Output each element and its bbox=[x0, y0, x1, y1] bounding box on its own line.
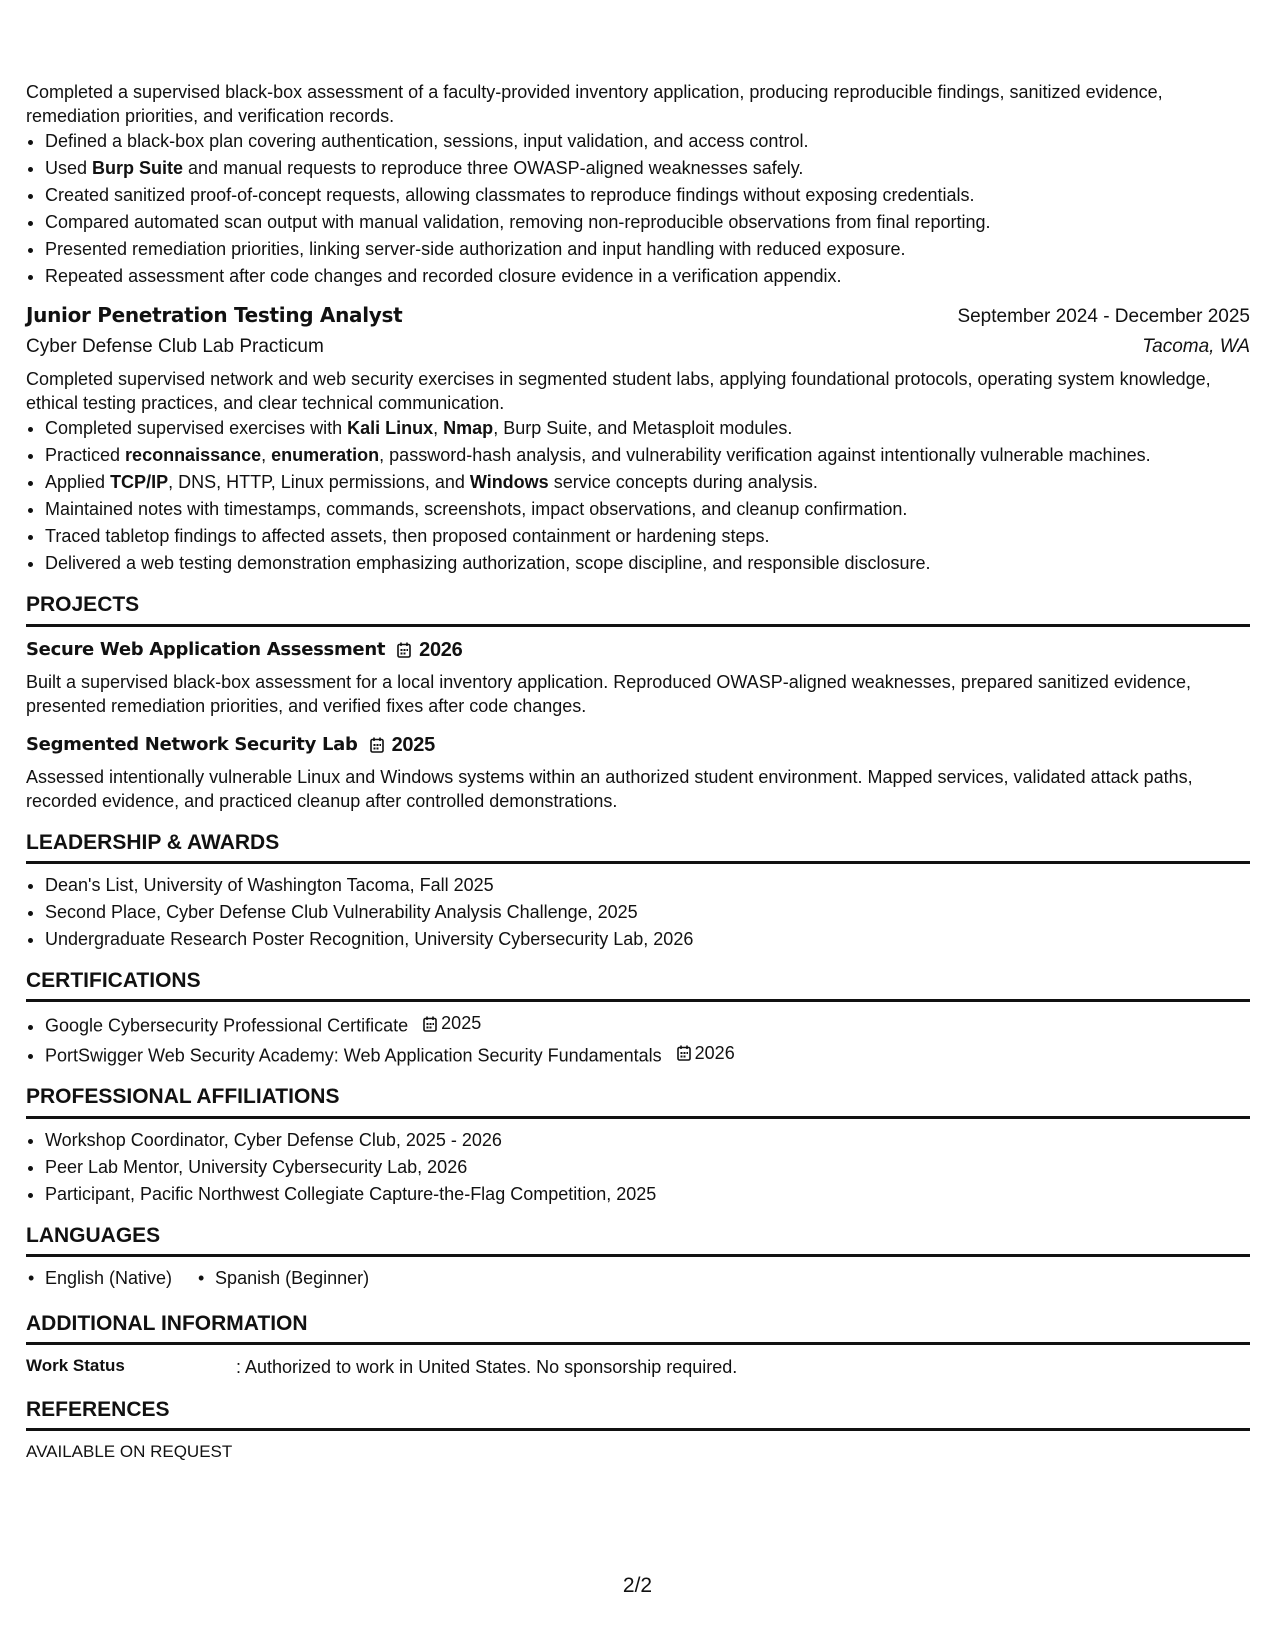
bold-text: reconnaissance bbox=[125, 445, 262, 466]
text: Used bbox=[45, 158, 93, 178]
bold-text: Burp Suite bbox=[92, 158, 184, 178]
project-2-year: 2025 bbox=[391, 733, 435, 756]
additional-heading: ADDITIONAL INFORMATION bbox=[26, 1310, 1250, 1345]
list-item: • Dean's List, University of Washington Tacoma, Fall 2025 bbox=[45, 874, 1250, 897]
languages-list bbox=[26, 1267, 1250, 1294]
bold-text: Kali Linux bbox=[347, 418, 434, 439]
text: Defined a black-box plan covering authentication, sessions, input validation, and access control. bbox=[45, 131, 809, 151]
text: Presented remediation priorities, linking server-side authorization and input handling with reduced exposure. bbox=[45, 239, 906, 259]
list-item bbox=[45, 211, 1250, 234]
text: and manual requests to reproduce three OWASP-aligned weaknesses safely. bbox=[183, 158, 804, 178]
text: Created sanitized proof-of-concept requests, allowing classmates to reproduce findings without exposing credentials. bbox=[45, 185, 975, 205]
job2-dates: September 2024 - December 2025 bbox=[957, 306, 1250, 327]
job2-header bbox=[26, 302, 1250, 330]
cert-name: Google Cybersecurity Professional Certificate bbox=[45, 1015, 409, 1036]
list-item bbox=[45, 471, 1250, 494]
list-item: • Peer Lab Mentor, University Cybersecurity Lab, 2026 bbox=[45, 1156, 1250, 1179]
affiliations-heading: PROFESSIONAL AFFILIATIONS bbox=[26, 1083, 1250, 1118]
references-text: AVAILABLE ON REQUEST bbox=[26, 1441, 233, 1461]
project-1 bbox=[26, 637, 1250, 718]
text: Practiced bbox=[45, 445, 126, 466]
text: Delivered a web testing demonstration emphasizing authorization, scope discipline, and responsible disclosure. bbox=[45, 553, 931, 574]
list-item: • Participant, Pacific Northwest Collegiate Capture-the-Flag Competition, 2025 bbox=[45, 1183, 1250, 1206]
calendar-icon bbox=[397, 642, 411, 658]
bold-text: Nmap bbox=[443, 418, 494, 439]
list-item bbox=[45, 1012, 1250, 1038]
leadership-heading: LEADERSHIP & AWARDS bbox=[26, 829, 1250, 864]
cert-name: PortSwigger Web Security Academy: Web Application Security Fundamentals bbox=[45, 1045, 662, 1066]
calendar-icon bbox=[677, 1045, 691, 1061]
list-item bbox=[45, 525, 1250, 548]
text: Applied bbox=[45, 472, 111, 493]
text: , password-hash analysis, and vulnerability verification against intentionally vulnerable machines. bbox=[379, 445, 1151, 466]
work-status-value: : Authorized to work in United States. No sponsorship required. bbox=[236, 1357, 738, 1378]
list-item bbox=[45, 157, 1250, 180]
job2-org: Cyber Defense Club Lab Practicum bbox=[26, 335, 324, 357]
list-item: • Workshop Coordinator, Cyber Defense Club, 2025 - 2026 bbox=[45, 1129, 1250, 1152]
projects-heading: PROJECTS bbox=[26, 591, 1250, 626]
list-item bbox=[45, 444, 1250, 467]
project-1-year: 2026 bbox=[419, 638, 463, 661]
text: Completed supervised exercises with bbox=[45, 418, 348, 439]
work-status-label: Work Status bbox=[26, 1356, 125, 1376]
job2-subheader bbox=[26, 334, 1250, 360]
list-item bbox=[45, 417, 1250, 440]
bold-text: enumeration bbox=[271, 445, 380, 466]
certifications-list bbox=[26, 1012, 1250, 1067]
text: , DNS, HTTP, Linux permissions, and bbox=[168, 472, 470, 493]
job2-location: Tacoma, WA bbox=[1142, 335, 1250, 357]
cert-year: 2026 bbox=[694, 1042, 735, 1063]
bold-text: Windows bbox=[469, 472, 549, 493]
project-2-desc: Assessed intentionally vulnerable Linux and Windows systems within an authorized student environment. Mapped services, validated attack paths, recorded evidence, and practiced cleanup after controlled demonstrations. bbox=[26, 766, 1193, 811]
calendar-icon bbox=[370, 737, 384, 753]
references-heading: REFERENCES bbox=[26, 1396, 1250, 1431]
languages-heading: LANGUAGES bbox=[26, 1222, 1250, 1257]
list-item bbox=[45, 498, 1250, 521]
job1-bullets bbox=[26, 130, 1250, 288]
job2-title: Junior Penetration Testing Analyst bbox=[26, 303, 403, 327]
bold-text: TCP/IP bbox=[110, 472, 169, 493]
job2-bullets bbox=[26, 417, 1250, 575]
job1-summary: Completed a supervised black-box assessment of a faculty-provided inventory application, producing reproducible findings, sanitized evidence, remediation priorities, and verification records. bbox=[26, 82, 1163, 126]
project-2-name: Segmented Network Security Lab bbox=[26, 733, 358, 755]
job2-summary: Completed supervised network and web security exercises in segmented student labs, applying foundational protocols, operating system knowledge, ethical testing practices, and clear technical communication. bbox=[26, 369, 1211, 414]
list-item bbox=[45, 184, 1250, 207]
certifications-heading: CERTIFICATIONS bbox=[26, 967, 1250, 1002]
page-number: 2/2 bbox=[622, 1574, 653, 1597]
list-item: • English (Native) bbox=[26, 1267, 172, 1290]
list-item bbox=[45, 130, 1250, 153]
text: Repeated assessment after code changes and recorded closure evidence in a verification appendix. bbox=[45, 266, 842, 286]
text: , Burp Suite, and Metasploit modules. bbox=[493, 418, 793, 439]
project-1-name: Secure Web Application Assessment bbox=[26, 638, 386, 660]
text: , bbox=[433, 418, 444, 439]
leadership-list bbox=[26, 874, 1250, 951]
text: Traced tabletop findings to affected assets, then proposed containment or hardening steps. bbox=[45, 526, 770, 547]
cert-year: 2025 bbox=[441, 1013, 482, 1034]
project-2 bbox=[26, 732, 1250, 813]
calendar-icon bbox=[423, 1016, 437, 1032]
text: Maintained notes with timestamps, commands, screenshots, impact observations, and cleanup confirmation. bbox=[45, 499, 908, 520]
resume-page bbox=[26, 80, 1250, 1464]
text: Compared automated scan output with manual validation, removing non-reproducible observations from final reporting. bbox=[45, 212, 991, 232]
list-item bbox=[45, 1042, 1250, 1068]
work-status-row bbox=[26, 1355, 1250, 1379]
list-item: • Spanish (Beginner) bbox=[196, 1267, 369, 1290]
list-item: • Second Place, Cyber Defense Club Vulnerability Analysis Challenge, 2025 bbox=[45, 901, 1250, 924]
list-item bbox=[45, 238, 1250, 261]
affiliations-list bbox=[26, 1129, 1250, 1206]
project-1-desc: Built a supervised black-box assessment for a local inventory application. Reproduced OWASP-aligned weaknesses, prepared sanitized evidence, presented remediation priorities, and verified fixes after code changes. bbox=[26, 671, 1191, 716]
list-item bbox=[45, 552, 1250, 575]
list-item: • Undergraduate Research Poster Recognition, University Cybersecurity Lab, 2026 bbox=[45, 928, 1250, 951]
text: service concepts during analysis. bbox=[548, 472, 818, 493]
list-item bbox=[45, 265, 1250, 288]
text: , bbox=[261, 445, 272, 466]
